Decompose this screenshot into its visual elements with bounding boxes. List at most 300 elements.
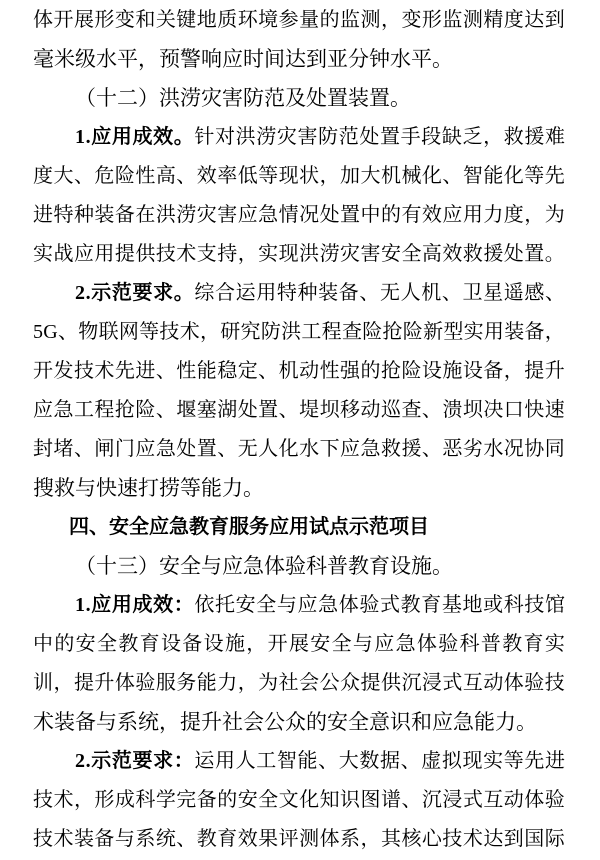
- char: 下: [319, 438, 340, 460]
- char: 塞: [196, 399, 217, 421]
- char: 供: [135, 243, 156, 265]
- text-line: 术装备与系统，提升社会公众的安全意识和应急能力。: [33, 710, 537, 734]
- char: 测: [360, 9, 381, 31]
- char: 化: [503, 165, 524, 187]
- char: 测: [462, 9, 483, 31]
- char: 技: [159, 321, 180, 343]
- char: 应: [374, 633, 395, 655]
- char: 无: [237, 438, 258, 460]
- char: 育: [139, 633, 160, 655]
- char: ，: [380, 9, 401, 31]
- char: 核: [401, 828, 422, 850]
- char: 备: [338, 282, 359, 304]
- char: 闸: [94, 438, 115, 460]
- char: 手: [400, 126, 421, 148]
- char: 进: [135, 360, 156, 382]
- char: 设: [160, 633, 181, 655]
- char: 式: [380, 594, 400, 616]
- char: 洪: [155, 204, 176, 226]
- char: 灾: [340, 243, 361, 265]
- char: 基: [441, 594, 462, 616]
- char: ，: [360, 828, 381, 850]
- char: 战: [53, 243, 74, 265]
- char: 种: [297, 282, 318, 304]
- char: 等: [503, 750, 524, 772]
- bold-run-char: 2: [75, 750, 85, 772]
- char: ，: [319, 165, 340, 187]
- bold-run-char: 要: [132, 750, 153, 772]
- char: 置: [196, 438, 217, 460]
- bold-run-char: 范: [111, 282, 132, 304]
- char: 工: [73, 399, 94, 421]
- char: 段: [421, 126, 442, 148]
- char: 机: [421, 282, 442, 304]
- char: 人: [400, 282, 421, 304]
- char: 查: [401, 399, 422, 421]
- char: 针: [194, 126, 215, 148]
- char: 用: [483, 321, 504, 343]
- para-item-12-heading: [33, 79, 565, 118]
- char: 性: [176, 360, 197, 382]
- bold-run-char: 示: [91, 282, 112, 304]
- char: 置: [380, 126, 400, 148]
- char: 先: [524, 750, 545, 772]
- char: 提: [524, 360, 545, 382]
- char: 关: [155, 9, 176, 31]
- char: 堰: [176, 399, 197, 421]
- char: 急: [258, 204, 279, 226]
- char: 备: [114, 204, 135, 226]
- char: 救: [380, 438, 401, 460]
- char: 工: [301, 321, 322, 343]
- char: 有: [401, 204, 422, 226]
- char: 文: [278, 789, 299, 811]
- char: 为: [258, 672, 279, 694]
- char: 程: [94, 399, 115, 421]
- char: 在: [135, 204, 156, 226]
- char: 系: [340, 828, 361, 850]
- char: 开: [53, 9, 74, 31]
- char: 学: [155, 789, 176, 811]
- char: ，: [483, 126, 504, 148]
- char: 国: [524, 828, 545, 850]
- char: 变: [114, 9, 135, 31]
- char: 的: [319, 9, 340, 31]
- char: 应: [297, 594, 318, 616]
- char: 拟: [441, 750, 462, 772]
- char: 人: [258, 438, 279, 460]
- char: 智: [276, 750, 297, 772]
- char: 等: [139, 321, 160, 343]
- char: 识: [340, 789, 361, 811]
- char: 育: [523, 633, 544, 655]
- char: 用: [462, 204, 483, 226]
- char: 其: [380, 828, 401, 850]
- char: 量: [299, 9, 320, 31]
- char: 环: [237, 9, 258, 31]
- char: 坝: [462, 399, 483, 421]
- char: 大: [53, 165, 74, 187]
- char: 抢: [380, 360, 401, 382]
- char: 备: [182, 633, 203, 655]
- text-line: [33, 391, 565, 430]
- char: 、: [176, 828, 197, 850]
- char: 验: [135, 672, 156, 694]
- char: 心: [421, 828, 442, 850]
- char: 用: [94, 243, 115, 265]
- char: 口: [503, 399, 524, 421]
- char: 务: [176, 672, 197, 694]
- char: 、: [73, 165, 94, 187]
- char: 堵: [53, 438, 74, 460]
- char: 抢: [382, 321, 403, 343]
- char: 化: [421, 165, 442, 187]
- char: ，: [246, 633, 267, 655]
- char: 应: [340, 438, 361, 460]
- char: 教: [400, 594, 421, 616]
- char: 与: [276, 594, 297, 616]
- char: 互: [462, 672, 483, 694]
- bold-run-char: .: [85, 282, 91, 304]
- char: 能: [297, 750, 318, 772]
- char: 范: [338, 126, 359, 148]
- char: 科: [135, 789, 156, 811]
- char: 高: [421, 243, 442, 265]
- char: 湖: [217, 399, 238, 421]
- char: 缺: [441, 126, 462, 148]
- char: ，: [524, 204, 545, 226]
- char: 开: [33, 360, 53, 382]
- char: 精: [483, 9, 504, 31]
- bold-run-char: 应: [91, 594, 112, 616]
- char: 实: [463, 321, 484, 343]
- char: 、: [73, 438, 94, 460]
- text-line: 毫米级水平，预警响应时间达到亚分钟水平。: [33, 47, 453, 71]
- text-line: [33, 235, 565, 274]
- char: 会: [299, 672, 320, 694]
- char: 全: [256, 594, 277, 616]
- char: 机: [380, 165, 401, 187]
- char: 援: [524, 126, 545, 148]
- char: 应: [73, 243, 94, 265]
- char: 体: [524, 789, 545, 811]
- char: 门: [114, 438, 135, 460]
- char: 或: [483, 594, 504, 616]
- char: 监: [442, 9, 463, 31]
- char: 度: [503, 204, 524, 226]
- char: 智: [462, 165, 483, 187]
- para-section-4-heading: [33, 508, 565, 547]
- bold-run-char: 用: [111, 594, 132, 616]
- char: 质: [217, 9, 238, 31]
- char: 体: [416, 633, 437, 655]
- char: 全: [401, 243, 422, 265]
- char: 提: [360, 672, 381, 694]
- char: 机: [278, 360, 299, 382]
- char: 施: [442, 360, 463, 382]
- text-line: （十三）安全与应急体验科普教育设施。: [75, 554, 453, 578]
- char: 设: [462, 360, 483, 382]
- char: 动: [360, 399, 381, 421]
- char: 数: [359, 750, 380, 772]
- char: 安: [75, 633, 96, 655]
- bold-run-char: 要: [132, 282, 153, 304]
- char: 知: [319, 789, 340, 811]
- char: 联: [98, 321, 119, 343]
- char: 教: [196, 828, 217, 850]
- char: 坝: [319, 399, 340, 421]
- char: 装: [318, 282, 339, 304]
- bold-run-char: 范: [111, 750, 132, 772]
- char: 全: [331, 633, 352, 655]
- char: 加: [340, 165, 361, 187]
- char: 施: [224, 633, 245, 655]
- char: 处: [176, 438, 197, 460]
- char: 急: [360, 438, 381, 460]
- char: 等: [524, 165, 545, 187]
- char: 图: [360, 789, 381, 811]
- char: 术: [462, 828, 483, 850]
- char: 境: [258, 9, 279, 31]
- char: 技: [33, 828, 53, 850]
- char: 、: [442, 165, 463, 187]
- char: ，: [544, 321, 565, 343]
- char: 应: [33, 399, 53, 421]
- char: 大: [338, 750, 359, 772]
- char: 设: [203, 633, 224, 655]
- bold-run-char: .: [85, 126, 91, 148]
- char: 卫: [462, 282, 483, 304]
- char: 科: [503, 594, 524, 616]
- char: 达: [524, 9, 545, 31]
- char: 备: [94, 828, 115, 850]
- char: 际: [544, 828, 565, 850]
- char: 援: [401, 438, 422, 460]
- char: 遥: [503, 282, 524, 304]
- char: 技: [544, 672, 565, 694]
- char: 键: [176, 9, 197, 31]
- char: 据: [380, 750, 400, 772]
- char: 的: [217, 789, 238, 811]
- char: 先: [544, 165, 565, 187]
- char: 先: [114, 360, 135, 382]
- char: 险: [114, 165, 135, 187]
- char: 训: [33, 672, 53, 694]
- char: 服: [155, 672, 176, 694]
- bold-run-char: ：: [173, 594, 194, 616]
- char: 洪: [281, 321, 302, 343]
- text-line: 四、安全应急教育服务应用试点示范项目: [69, 516, 429, 538]
- char: 巡: [380, 399, 401, 421]
- char: 、: [421, 399, 442, 421]
- text-line: [33, 820, 565, 859]
- char: 急: [53, 399, 74, 421]
- char: 现: [278, 165, 299, 187]
- char: 难: [545, 126, 565, 148]
- char: 处: [359, 126, 380, 148]
- char: 测: [299, 828, 320, 850]
- bold-run-char: 1: [75, 126, 85, 148]
- char: 术: [53, 828, 74, 850]
- char: 沉: [401, 672, 422, 694]
- char: 置: [258, 399, 279, 421]
- char: ，: [199, 321, 220, 343]
- text-line: [33, 157, 565, 196]
- char: 、: [359, 282, 380, 304]
- bold-run-char: ：: [173, 750, 194, 772]
- char: 达: [483, 828, 504, 850]
- char: 急: [318, 594, 339, 616]
- char: 高: [155, 165, 176, 187]
- text-line: [33, 1, 565, 40]
- char: 乏: [462, 126, 483, 148]
- char: 体: [33, 9, 53, 31]
- text-line: [33, 313, 565, 352]
- char: 涝: [176, 204, 197, 226]
- char: 技: [155, 243, 176, 265]
- char: 合: [215, 282, 235, 304]
- bold-run-char: 效: [153, 594, 174, 616]
- char: 验: [544, 789, 565, 811]
- char: 、: [258, 360, 279, 382]
- char: 安: [235, 594, 256, 616]
- char: 普: [480, 633, 501, 655]
- char: 中: [33, 633, 53, 655]
- char: ，: [503, 360, 524, 382]
- char: 堤: [299, 399, 320, 421]
- char: 动: [299, 360, 320, 382]
- char: 灾: [276, 126, 297, 148]
- char: 众: [340, 672, 361, 694]
- para-geology-monitoring-continuation: [33, 1, 565, 79]
- char: 教: [118, 633, 139, 655]
- char: 险: [362, 321, 383, 343]
- char: 洪: [235, 126, 256, 148]
- char: 形: [94, 9, 115, 31]
- char: 救: [503, 126, 524, 148]
- char: 实: [258, 243, 279, 265]
- char: 验: [524, 672, 545, 694]
- char: 快: [524, 399, 545, 421]
- char: 决: [483, 399, 504, 421]
- char: 与: [352, 633, 373, 655]
- char: 特: [53, 204, 74, 226]
- char: 动: [483, 672, 504, 694]
- bold-run-char: 用: [111, 126, 132, 148]
- char: 实: [33, 243, 53, 265]
- char: 低: [237, 165, 258, 187]
- char: 援: [483, 243, 504, 265]
- char: 5: [33, 321, 43, 343]
- char: 险: [135, 399, 156, 421]
- char: 应: [237, 204, 258, 226]
- bold-run-char: 示: [91, 750, 112, 772]
- char: 查: [341, 321, 362, 343]
- char: 、: [545, 282, 565, 304]
- char: 互: [483, 789, 504, 811]
- char: 应: [442, 204, 463, 226]
- char: 现: [462, 750, 483, 772]
- char: 安: [310, 633, 331, 655]
- text-line: [33, 781, 565, 820]
- char: 依: [194, 594, 215, 616]
- char: 效: [442, 243, 463, 265]
- char: 评: [278, 828, 299, 850]
- para-item-13-application-effect: [33, 586, 565, 742]
- char: 设: [421, 360, 442, 382]
- char: 移: [340, 399, 361, 421]
- bold-run-char: .: [85, 594, 91, 616]
- char: 力: [217, 672, 238, 694]
- char: 备: [524, 321, 545, 343]
- char: 害: [360, 243, 381, 265]
- char: 效: [237, 828, 258, 850]
- char: 程: [321, 321, 342, 343]
- char: 中: [360, 204, 381, 226]
- char: 、: [318, 750, 339, 772]
- char: 情: [278, 204, 299, 226]
- char: 参: [278, 9, 299, 31]
- char: 育: [421, 594, 442, 616]
- char: 用: [256, 282, 277, 304]
- char: 式: [462, 789, 483, 811]
- char: 支: [196, 243, 217, 265]
- char: 进: [33, 204, 53, 226]
- char: 、: [155, 360, 176, 382]
- char: 强: [340, 360, 361, 382]
- char: 等: [258, 165, 279, 187]
- char: 运: [194, 750, 215, 772]
- char: 害: [217, 204, 238, 226]
- char: 的: [54, 633, 75, 655]
- char: 装: [94, 204, 115, 226]
- char: 状: [299, 165, 320, 187]
- char: 公: [319, 672, 340, 694]
- char: 全: [258, 789, 279, 811]
- char: 综: [194, 282, 215, 304]
- text-line: [33, 664, 565, 703]
- char: 馆: [545, 594, 565, 616]
- bold-run-char: 效: [153, 126, 174, 148]
- char: 备: [483, 360, 504, 382]
- char: 水: [299, 438, 320, 460]
- char: 托: [215, 594, 235, 616]
- char: 装: [504, 321, 525, 343]
- char: 定: [237, 360, 258, 382]
- char: 化: [299, 789, 320, 811]
- char: 险: [402, 321, 423, 343]
- char: 展: [73, 9, 94, 31]
- char: 置: [340, 204, 361, 226]
- char: 浸: [442, 789, 463, 811]
- char: 对: [215, 126, 235, 148]
- char: 处: [237, 399, 258, 421]
- char: 协: [524, 438, 545, 460]
- char: 、: [217, 438, 238, 460]
- text-line: [33, 352, 565, 391]
- char: 劣: [462, 438, 483, 460]
- char: 变: [401, 9, 422, 31]
- char: 况: [503, 438, 524, 460]
- char: 监: [340, 9, 361, 31]
- char: 性: [319, 360, 340, 382]
- bold-run-char: 求: [153, 750, 174, 772]
- char: 提: [73, 672, 94, 694]
- char: 展: [288, 633, 309, 655]
- char: 备: [196, 789, 217, 811]
- char: G: [43, 321, 58, 343]
- char: 速: [544, 399, 565, 421]
